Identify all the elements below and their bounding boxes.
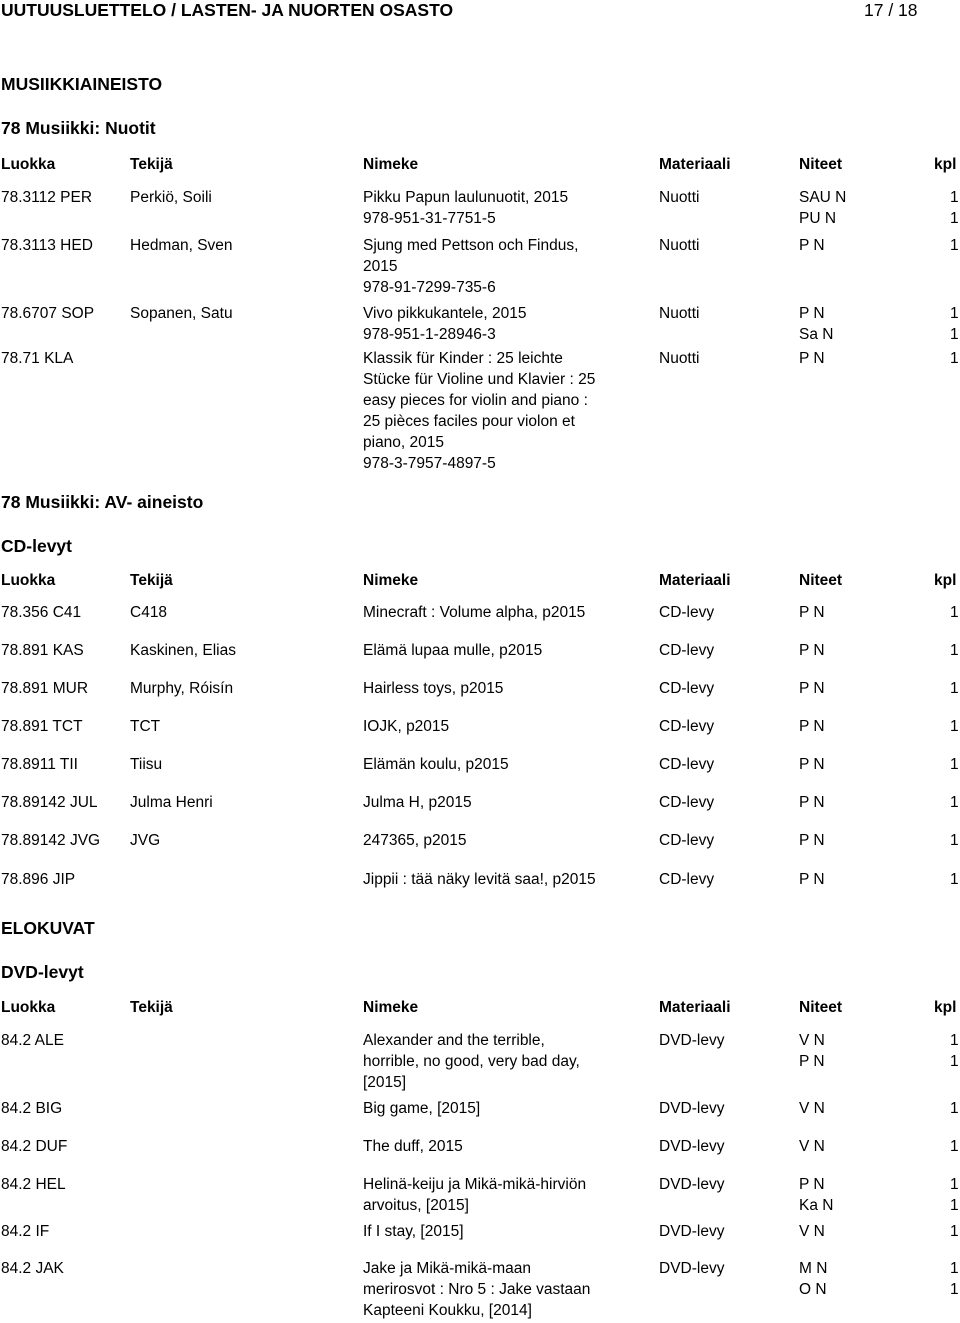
cell-kpl: 1 [950, 1138, 959, 1155]
cell-luokka: 84.2 IF [1, 1223, 50, 1240]
cell-materiaali: DVD-levy [659, 1176, 725, 1193]
section-title-elokuvat: ELOKUVAT [1, 918, 95, 938]
cell-nimeke: The duff, 2015 [363, 1138, 463, 1155]
cell-materiaali: CD-levy [659, 604, 715, 621]
cell-niteet: PU N [799, 210, 837, 227]
cell-kpl: 1 [950, 326, 959, 343]
cell-luokka: 78.891 TCT [1, 718, 83, 735]
cell-niteet: P N [799, 718, 825, 735]
cell-tekija: Murphy, Róisín [130, 680, 234, 697]
cell-luokka: 78.89142 JVG [1, 832, 101, 849]
cell-kpl: 1 [950, 604, 959, 621]
col-materiaali: Materiaali [659, 156, 731, 173]
cell-niteet: V N [799, 1100, 825, 1117]
cell-kpl: 1 [950, 1053, 959, 1070]
cell-materiaali: Nuotti [659, 305, 700, 322]
cell-nimeke: Big game, [2015] [363, 1100, 481, 1117]
cell-kpl: 1 [950, 680, 959, 697]
table-header-nuotit [0, 154, 960, 176]
cell-luokka: 84.2 JAK [1, 1260, 64, 1277]
cell-materiaali: CD-levy [659, 718, 715, 735]
cell-nimeke: Minecraft : Volume alpha, p2015 [363, 604, 586, 621]
cell-nimeke: 247365, p2015 [363, 832, 467, 849]
cell-niteet: SAU N [799, 189, 847, 206]
cell-materiaali: CD-levy [659, 756, 715, 773]
cell-niteet: P N [799, 756, 825, 773]
cell-materiaali: CD-levy [659, 680, 715, 697]
cell-nimeke: easy pieces for violin and piano : [363, 392, 588, 409]
table-header-dvd [0, 997, 960, 1019]
subsection-subtitle-cd: CD-levyt [1, 536, 72, 556]
cell-tekija: TCT [130, 718, 161, 735]
cell-niteet: P N [799, 642, 825, 659]
cell-kpl: 1 [950, 210, 959, 227]
cell-materiaali: DVD-levy [659, 1260, 725, 1277]
cell-kpl: 1 [950, 871, 959, 888]
cell-kpl: 1 [950, 1100, 959, 1117]
cell-materiaali: Nuotti [659, 237, 700, 254]
col-tekija: Tekijä [130, 999, 173, 1016]
document-title: UUTUUSLUETTELO / LASTEN- JA NUORTEN OSASTO [1, 0, 454, 20]
cell-nimeke: 978-951-31-7751-5 [363, 210, 496, 227]
cell-niteet: P N [799, 237, 825, 254]
col-niteet: Niteet [799, 572, 843, 589]
table-header-cd [0, 570, 960, 592]
cell-luokka: 78.891 KAS [1, 642, 84, 659]
cell-niteet: Ka N [799, 1197, 834, 1214]
cell-nimeke: 978-3-7957-4897-5 [363, 455, 496, 472]
cell-tekija: Julma Henri [130, 794, 213, 811]
cell-kpl: 1 [950, 1197, 959, 1214]
cell-nimeke: Jippii : tää näky levitä saa!, p2015 [363, 871, 596, 888]
cell-nimeke: [2015] [363, 1074, 407, 1091]
cell-nimeke: Alexander and the terrible, [363, 1032, 545, 1049]
col-kpl: kpl [934, 156, 957, 173]
cell-kpl: 1 [950, 237, 959, 254]
cell-niteet: P N [799, 604, 825, 621]
cell-nimeke: piano, 2015 [363, 434, 445, 451]
col-luokka: Luokka [1, 999, 56, 1016]
cell-niteet: Sa N [799, 326, 834, 343]
cell-nimeke: merirosvot : Nro 5 : Jake vastaan [363, 1281, 591, 1298]
subsection-title-av: 78 Musiikki: AV- aineisto [1, 492, 204, 512]
cell-nimeke: arvoitus, [2015] [363, 1197, 469, 1214]
cell-niteet: P N [799, 1176, 825, 1193]
col-nimeke: Nimeke [363, 156, 419, 173]
cell-kpl: 1 [950, 1260, 959, 1277]
col-kpl: kpl [934, 572, 957, 589]
cell-nimeke: Julma H, p2015 [363, 794, 472, 811]
cell-nimeke: 978-951-1-28946-3 [363, 326, 496, 343]
cell-nimeke: horrible, no good, very bad day, [363, 1053, 580, 1070]
cell-materiaali: DVD-levy [659, 1100, 725, 1117]
cell-nimeke: Vivo pikkukantele, 2015 [363, 305, 527, 322]
cell-nimeke: Hairless toys, p2015 [363, 680, 504, 697]
cell-luokka: 78.3113 HED [1, 237, 93, 254]
cell-materiaali: Nuotti [659, 350, 700, 367]
cell-nimeke: Elämän koulu, p2015 [363, 756, 509, 773]
cell-luokka: 84.2 HEL [1, 1176, 66, 1193]
cell-niteet: V N [799, 1138, 825, 1155]
cell-niteet: V N [799, 1032, 825, 1049]
subsection-title-nuotit: 78 Musiikki: Nuotit [1, 118, 156, 138]
cell-kpl: 1 [950, 642, 959, 659]
cell-nimeke: Helinä-keiju ja Mikä-mikä-hirviön [363, 1176, 587, 1193]
cell-luokka: 84.2 BIG [1, 1100, 63, 1117]
cell-luokka: 78.8911 TII [1, 756, 78, 773]
cell-kpl: 1 [950, 718, 959, 735]
cell-nimeke: If I stay, [2015] [363, 1223, 464, 1240]
cell-tekija: JVG [130, 832, 161, 849]
cell-niteet: P N [799, 871, 825, 888]
cell-luokka: 78.3112 PER [1, 189, 93, 206]
cell-kpl: 1 [950, 794, 959, 811]
col-niteet: Niteet [799, 999, 843, 1016]
cell-materiaali: DVD-levy [659, 1032, 725, 1049]
cell-luokka: 78.71 KLA [1, 350, 74, 367]
cell-nimeke: Pikku Papun laulunuotit, 2015 [363, 189, 569, 206]
cell-materiaali: CD-levy [659, 871, 715, 888]
cell-nimeke: IOJK, p2015 [363, 718, 450, 735]
cell-niteet: P N [799, 1053, 825, 1070]
cell-luokka: 78.6707 SOP [1, 305, 95, 322]
cell-kpl: 1 [950, 756, 959, 773]
cell-nimeke: Elämä lupaa mulle, p2015 [363, 642, 543, 659]
cell-kpl: 1 [950, 305, 959, 322]
cell-materiaali: DVD-levy [659, 1138, 725, 1155]
cell-niteet: M N [799, 1260, 828, 1277]
cell-tekija: C418 [130, 604, 168, 621]
cell-luokka: 78.356 C41 [1, 604, 82, 621]
cell-nimeke: 978-91-7299-735-6 [363, 279, 496, 296]
section-title-musiikki: MUSIIKKIAINEISTO [1, 74, 163, 94]
col-materiaali: Materiaali [659, 999, 731, 1016]
cell-luokka: 78.891 MUR [1, 680, 89, 697]
cell-materiaali: Nuotti [659, 189, 700, 206]
cell-nimeke: Jake ja Mikä-mikä-maan [363, 1260, 531, 1277]
cell-kpl: 1 [950, 189, 959, 206]
cell-niteet: O N [799, 1281, 827, 1298]
cell-niteet: P N [799, 832, 825, 849]
cell-nimeke: Klassik für Kinder : 25 leichte [363, 350, 563, 367]
cell-tekija: Perkiö, Soili [130, 189, 212, 206]
cell-nimeke: 25 pièces faciles pour violon et [363, 413, 575, 430]
col-luokka: Luokka [1, 156, 56, 173]
col-nimeke: Nimeke [363, 572, 419, 589]
cell-nimeke: Kapteeni Koukku, [2014] [363, 1302, 532, 1319]
cell-kpl: 1 [950, 1281, 959, 1298]
cell-tekija: Kaskinen, Elias [130, 642, 236, 659]
cell-niteet: P N [799, 680, 825, 697]
cell-tekija: Tiisu [130, 756, 163, 773]
cell-kpl: 1 [950, 1032, 959, 1049]
cell-niteet: P N [799, 305, 825, 322]
cell-niteet: P N [799, 350, 825, 367]
cell-kpl: 1 [950, 350, 959, 367]
cell-nimeke: Stücke für Violine und Klavier : 25 [363, 371, 596, 388]
col-nimeke: Nimeke [363, 999, 419, 1016]
col-materiaali: Materiaali [659, 572, 731, 589]
cell-niteet: P N [799, 794, 825, 811]
cell-materiaali: CD-levy [659, 794, 715, 811]
cell-luokka: 84.2 ALE [1, 1032, 64, 1049]
col-luokka: Luokka [1, 572, 56, 589]
cell-luokka: 78.89142 JUL [1, 794, 98, 811]
cell-tekija: Sopanen, Satu [130, 305, 233, 322]
col-niteet: Niteet [799, 156, 843, 173]
subsection-subtitle-dvd: DVD-levyt [1, 962, 84, 982]
cell-kpl: 1 [950, 832, 959, 849]
cell-tekija: Hedman, Sven [130, 237, 233, 254]
cell-materiaali: CD-levy [659, 832, 715, 849]
cell-luokka: 84.2 DUF [1, 1138, 68, 1155]
col-tekija: Tekijä [130, 156, 173, 173]
page-number: 17 / 18 [864, 0, 918, 20]
col-kpl: kpl [934, 999, 957, 1016]
cell-materiaali: DVD-levy [659, 1223, 725, 1240]
cell-kpl: 1 [950, 1176, 959, 1193]
cell-kpl: 1 [950, 1223, 959, 1240]
cell-luokka: 78.896 JIP [1, 871, 76, 888]
col-tekija: Tekijä [130, 572, 173, 589]
cell-niteet: V N [799, 1223, 825, 1240]
cell-nimeke: 2015 [363, 258, 398, 275]
cell-materiaali: CD-levy [659, 642, 715, 659]
cell-nimeke: Sjung med Pettson och Findus, [363, 237, 579, 254]
